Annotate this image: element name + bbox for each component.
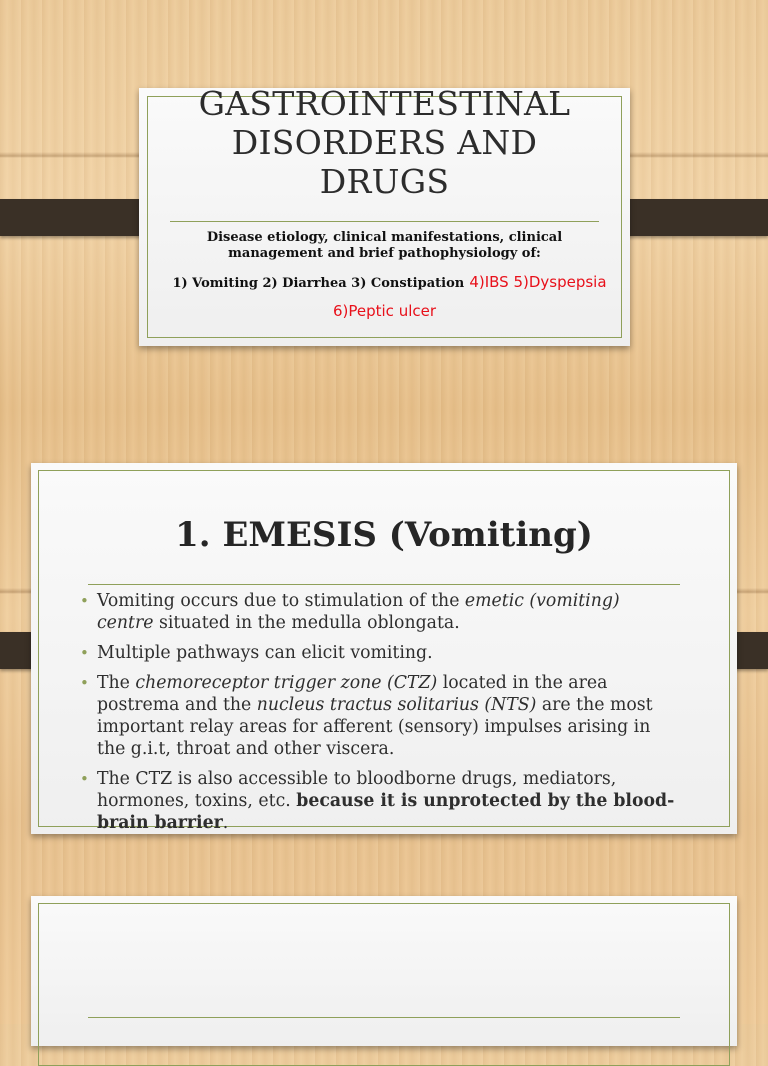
bullet-dot-icon: • (80, 770, 89, 788)
bullet-item (80, 642, 675, 664)
bullet-item (80, 768, 675, 834)
divider (88, 584, 680, 585)
bullet-text: Multiple pathways can elicit vomiting. (97, 643, 433, 663)
slide-title[interactable] (139, 84, 630, 346)
title-line: GASTROINTESTINAL (198, 84, 571, 123)
bullet-text: located in the area postrema and the (97, 673, 608, 715)
bullet-text: chemoreceptor trigger zone (CTZ) (135, 673, 438, 693)
bullet-text: The CTZ is also accessible to bloodborne drugs, mediators, hormones, toxins, etc. (97, 769, 617, 811)
decor-bar-right-1 (613, 199, 768, 236)
divider (88, 1017, 680, 1018)
slide-emesis[interactable] (31, 463, 737, 834)
bullet-text: nucleus tractus solitarius (NTS) (256, 695, 537, 715)
title-line: DISORDERS AND (231, 123, 538, 162)
bullet-item (80, 590, 675, 634)
bullet-text: emetic (vomiting) centre (97, 591, 620, 633)
slide-subtitle: Disease etiology, clinical manifestations, clinical management and brief pathophysiology of: (206, 230, 563, 261)
topic-list-red: 4)IBS 5)Dyspepsia (469, 273, 607, 291)
bullet-text: . (222, 813, 229, 833)
bullet-dot-icon: • (80, 592, 89, 610)
bullet-dot-icon: • (80, 674, 89, 692)
slide-frame (38, 903, 730, 1066)
bullet-text: situated in the medulla oblongata. (153, 613, 460, 633)
bullet-text: The (97, 673, 136, 693)
bullet-text: are the most important relay areas for afferent (sensory) impulses arising in the g.i.t, throat and other viscera. (97, 695, 653, 759)
title-line: DRUGS (319, 162, 450, 201)
slide-heading: 1. EMESIS (Vomiting) (175, 515, 593, 555)
topic-list-red-2: 6)Peptic ulcer (332, 302, 437, 320)
topic-list-black: 1) Vomiting 2) Diarrhea 3) Constipation (172, 276, 465, 291)
bullet-text: Vomiting occurs due to stimulation of the (97, 591, 465, 611)
divider (170, 221, 599, 222)
slide-title-heading (139, 84, 630, 201)
topic-list (139, 272, 640, 291)
bullet-list (80, 590, 675, 842)
bullet-dot-icon: • (80, 644, 89, 662)
decor-bar-left-1 (0, 199, 155, 236)
bullet-text: because it is unprotected by the blood-brain barrier (97, 791, 675, 833)
bullet-item (80, 672, 675, 760)
